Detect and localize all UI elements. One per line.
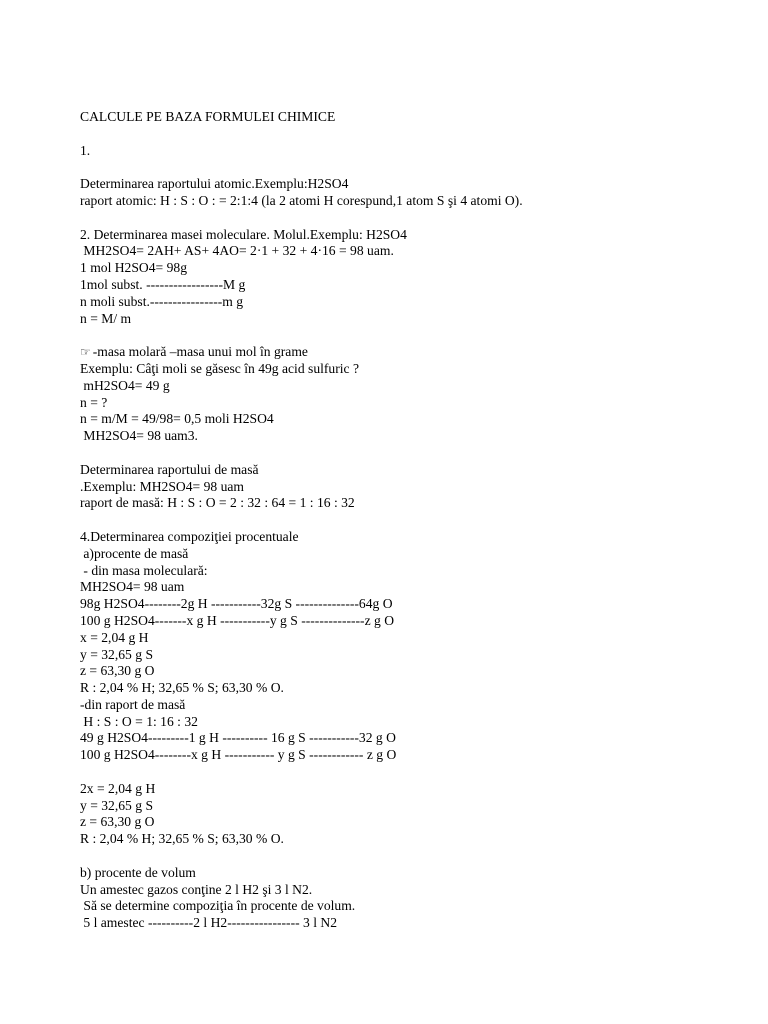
spacer [80,848,740,865]
text-line-content: Exemplu: Câţi moli se găsesc în 49g acid sulfuric ? [80,360,359,376]
text-line-content: MH2SO4= 98 uam3. [80,428,198,444]
text-line-content: 4.Determinarea compoziţiei procentuale [80,528,299,544]
text-line [80,798,740,815]
text-line-content: -din raport de masă [80,696,186,712]
text-line [80,294,740,311]
text-line [80,462,740,479]
text-line-content: -masa molară –masa unui mol în grame [92,344,308,360]
text-line [80,361,740,378]
spacer [80,512,740,529]
text-line-content: 100 g H2SO4--------x g H ----------- y g S ------------ z g O [80,747,397,763]
spacer [80,327,740,344]
text-line-content: Un amestec gazos conţine 2 l H2 şi 3 l N2. [80,881,313,897]
text-line-content: y = 32,65 g S [80,646,154,662]
text-line-content: y = 32,65 g S [80,797,154,813]
text-line [80,428,740,445]
text-line [80,898,740,915]
text-line [80,563,740,580]
text-line-content: Să se determine compoziţia în procente de volum. [80,898,356,914]
text-line-content: z = 63,30 g O [80,663,155,679]
text-line-content: n = m/M = 49/98= 0,5 moli H2SO4 [80,411,274,427]
text-line-content: mH2SO4= 49 g [80,377,170,393]
text-line-content: b) procente de volum [80,864,196,880]
text-line [80,176,740,193]
text-line-content: 1. [80,142,91,158]
text-line-content: x = 2,04 g H [80,629,149,645]
text-line-content: H : S : O = 1: 16 : 32 [80,713,198,729]
document-title: CALCULE PE BAZA FORMULEI CHIMICE [80,109,336,124]
text-line-content: R : 2,04 % H; 32,65 % S; 63,30 % O. [80,831,284,847]
text-line-content: Determinarea raportului atomic.Exemplu:H2SO4 [80,176,349,192]
text-line [80,781,740,798]
text-line-content: 100 g H2SO4-------x g H -----------y g S --------------z g O [80,612,395,628]
text-line-content: 2. Determinarea masei moleculare. Molul.Exemplu: H2SO4 [80,226,407,242]
text-line [80,243,740,260]
text-line-content: 1mol subst. -----------------M g [80,276,246,292]
text-line-content: z = 63,30 g O [80,814,155,830]
text-line-content: raport de masă: H : S : O = 2 : 32 : 64 = 1 : 16 : 32 [80,495,355,511]
text-line-content: 98g H2SO4--------2g H -----------32g S --------------64g O [80,596,393,612]
text-line [80,596,740,613]
document-body [80,143,740,932]
text-line [80,260,740,277]
text-line [80,714,740,731]
spacer [80,126,740,143]
text-line [80,579,740,596]
text-line [80,663,740,680]
text-line [80,495,740,512]
text-line [80,311,740,328]
text-line [80,730,740,747]
text-line [80,277,740,294]
spacer [80,210,740,227]
text-line [80,647,740,664]
document-page [80,109,740,932]
text-line [80,747,740,764]
text-line [80,529,740,546]
text-line [80,882,740,899]
text-line-content: Determinarea raportului de masă [80,461,259,477]
pointing-hand-icon: ☞ [80,345,91,360]
text-line [80,546,740,563]
text-line-content: MH2SO4= 98 uam [80,579,185,595]
text-line [80,411,740,428]
text-line-content: 49 g H2SO4---------1 g H ---------- 16 g S -----------32 g O [80,730,396,746]
text-line-content: - din masa moleculară: [80,562,208,578]
spacer [80,159,740,176]
text-line [80,227,740,244]
text-line-content: MH2SO4= 2AH+ AS+ 4AO= 2·1 + 32 + 4·16 = 98 uam. [80,243,394,259]
text-line [80,344,740,361]
text-line [80,831,740,848]
text-line [80,395,740,412]
text-line [80,814,740,831]
text-line-content: raport atomic: H : S : O : = 2:1:4 (la 2 atomi H corespund,1 atom S şi 4 atomi O). [80,192,523,208]
spacer [80,764,740,781]
text-line [80,613,740,630]
text-line [80,193,740,210]
text-line-content: 2x = 2,04 g H [80,780,156,796]
text-line [80,479,740,496]
text-line [80,915,740,932]
text-line [80,378,740,395]
text-line-content: 5 l amestec ----------2 l H2---------------- 3 l N2 [80,915,338,931]
text-line [80,630,740,647]
text-line-content: n = ? [80,394,108,410]
text-line-content: R : 2,04 % H; 32,65 % S; 63,30 % O. [80,680,284,696]
text-line-content: .Exemplu: MH2SO4= 98 uam [80,478,244,494]
text-line-content: a)procente de masă [80,545,189,561]
text-line-content: n = M/ m [80,310,132,326]
text-line [80,697,740,714]
text-line [80,865,740,882]
text-line [80,680,740,697]
spacer [80,445,740,462]
text-line-content: 1 mol H2SO4= 98g [80,260,187,276]
text-line [80,143,740,160]
text-line-content: n moli subst.----------------m g [80,293,244,309]
